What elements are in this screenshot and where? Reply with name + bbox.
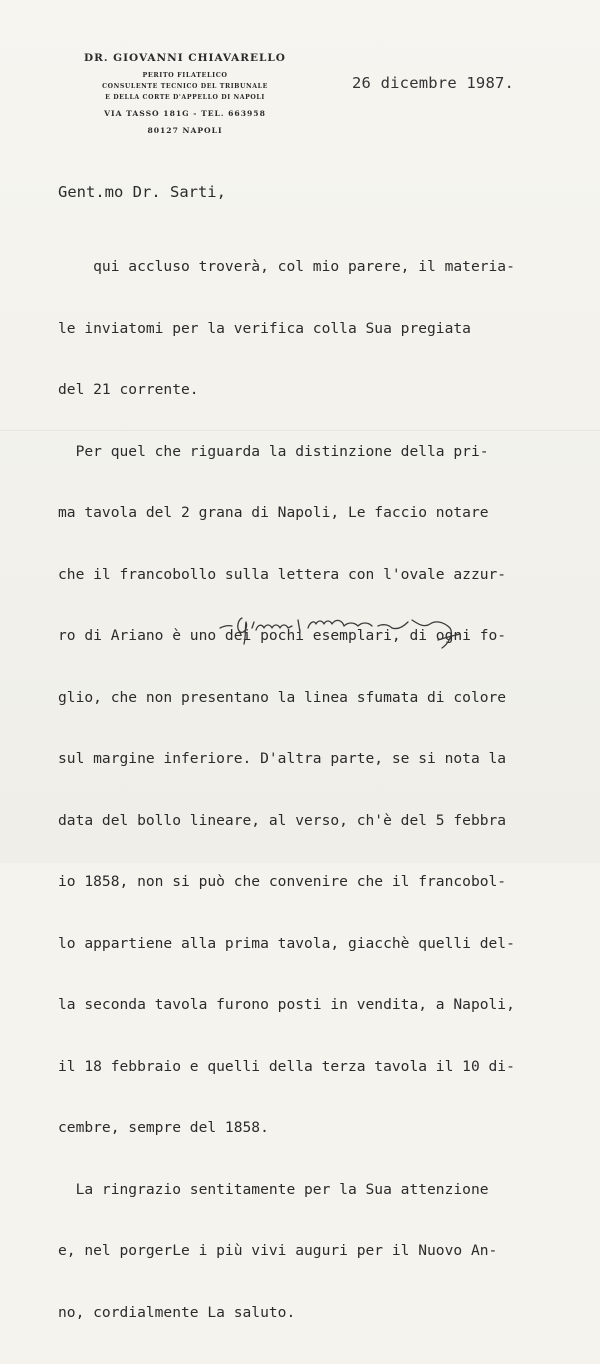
letter-date: 26 dicembre 1987.: [352, 74, 515, 92]
body-line: il 18 febbraio e quelli della terza tavola il 10 di-: [58, 1057, 515, 1075]
body-line: sul margine inferiore. D'altra parte, se si nota la: [58, 750, 507, 767]
body-line: glio, che non presentano la linea sfumata di colore: [58, 688, 507, 706]
body-line: data del bollo lineare, al verso, ch'è del 5 febbra: [58, 811, 507, 829]
body-line: le inviatomi per la verifica colla Sua pregiata: [58, 319, 471, 337]
body-line: io 1858, non si può che convenire che il francobol-: [58, 873, 507, 890]
letterhead-city: 80127 NAPOLI: [147, 126, 223, 135]
body-line: la seconda tavola furono posti in vendita, a Napoli,: [58, 996, 515, 1013]
body-line: che il francobollo sulla lettera con l'ovale azzur-: [58, 565, 507, 583]
body-line: ma tavola del 2 grana di Napoli, Le faccio notare: [58, 504, 489, 521]
body-line: Per quel che riguarda la distinzione della pri-: [58, 442, 489, 460]
letter-body: [58, 216, 598, 1364]
body-line: del 21 corrente.: [58, 381, 199, 398]
handwritten-signature: [212, 598, 472, 658]
body-line: lo appartiene alla prima tavola, giacchè quelli del-: [58, 934, 515, 952]
body-line: ro di Ariano è uno dei pochi esemplari, di ogni fo-: [58, 627, 507, 644]
letterhead-name: DR. GIOVANNI CHIAVARELLO: [84, 52, 286, 64]
body-line: e, nel porgerLe i più vivi auguri per il Nuovo An-: [58, 1242, 498, 1259]
body-line: cembre, sempre del 1858.: [58, 1119, 269, 1136]
body-line: qui accluso troverà, col mio parere, il materia-: [58, 258, 515, 275]
salutation: Gent.mo Dr. Sarti,: [58, 183, 226, 201]
letterhead-line1: CONSULENTE TECNICO DEL TRIBUNALE: [102, 83, 268, 90]
letterhead-line2: E DELLA CORTE D'APPELLO DI NAPOLI: [105, 94, 265, 101]
letterhead: [60, 52, 310, 137]
body-line: no, cordialmente La saluto.: [58, 1303, 296, 1321]
body-line: La ringrazio sentitamente per la Sua attenzione: [58, 1180, 489, 1198]
letterhead-address: VIA TASSO 181G - TEL. 663958: [104, 109, 266, 118]
letterhead-title: PERITO FILATELICO: [142, 71, 228, 79]
